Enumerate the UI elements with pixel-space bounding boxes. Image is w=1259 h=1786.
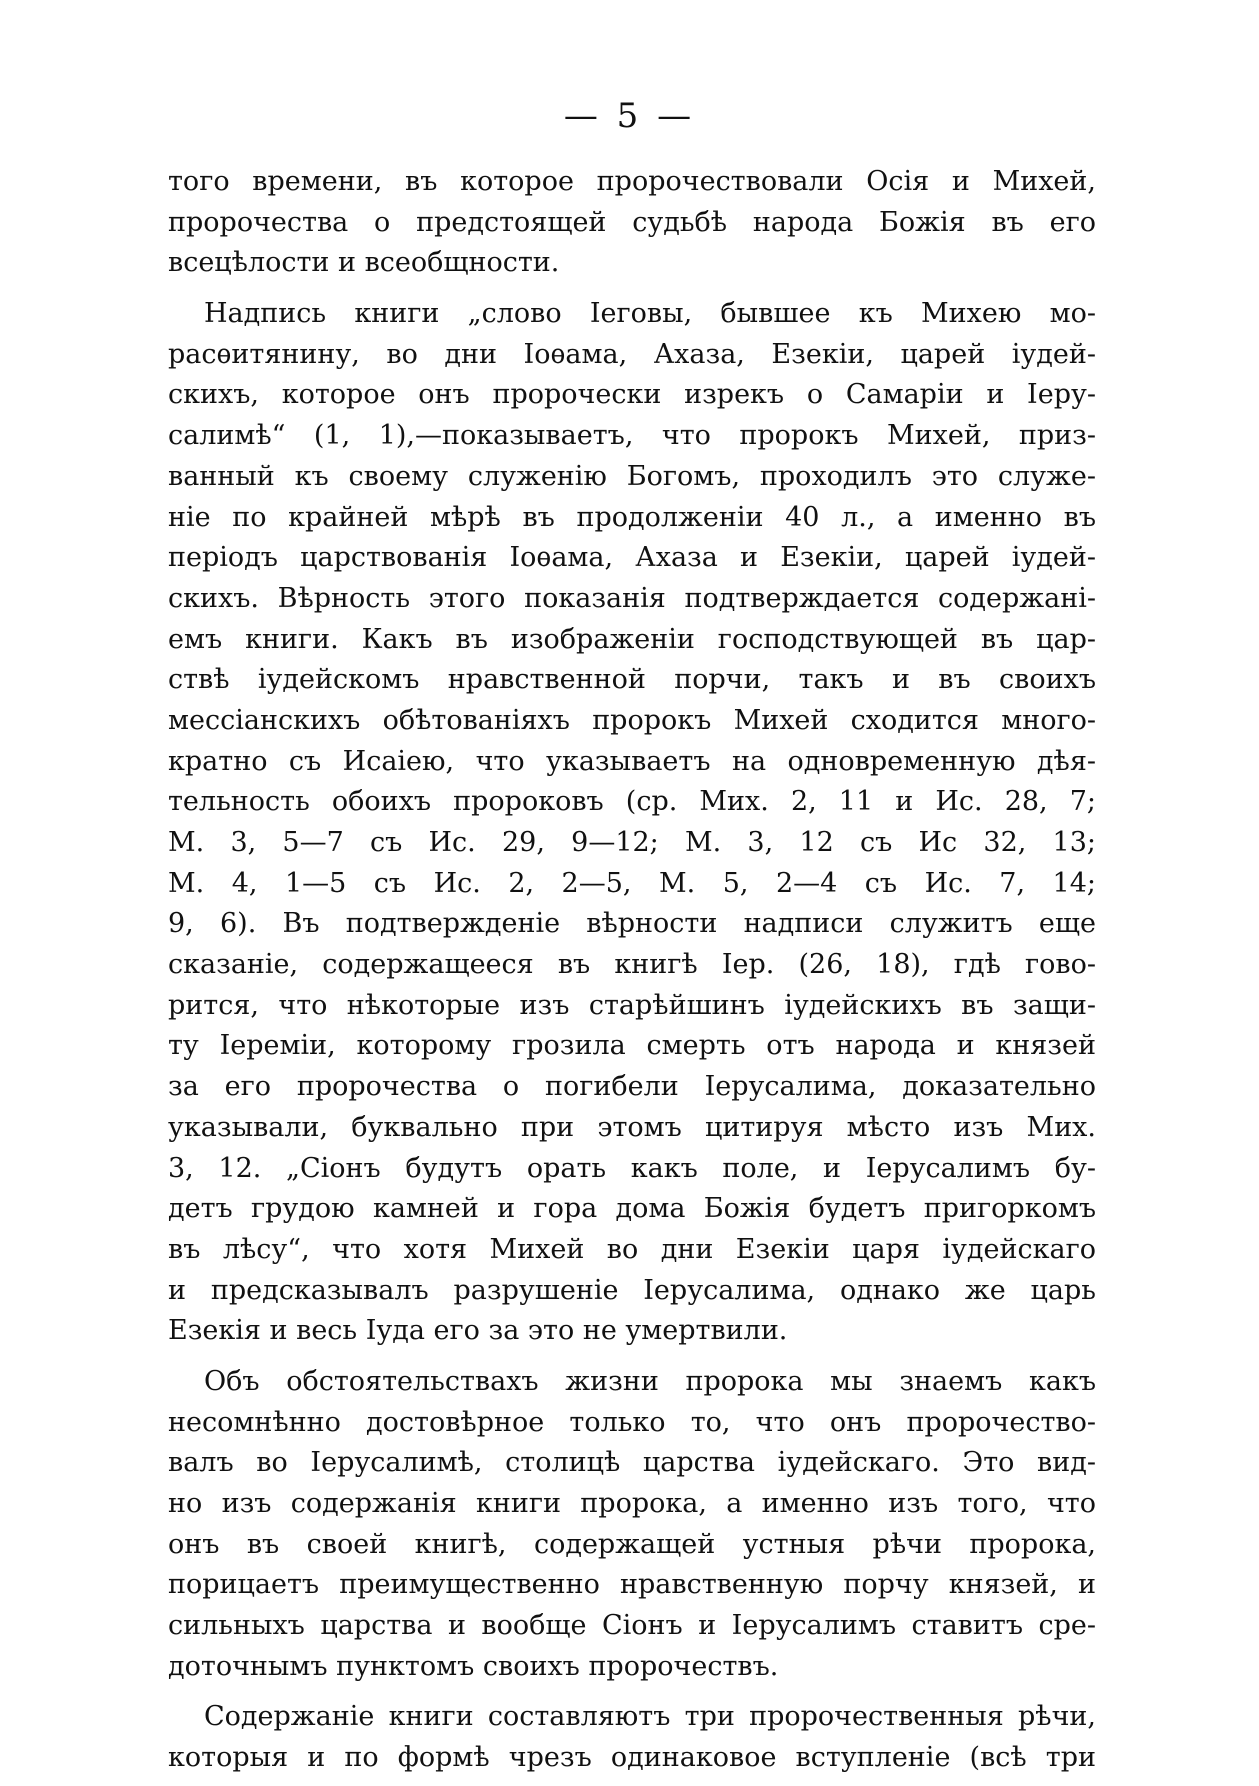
text-line: М. 3, 5—7 съ Ис. 29, 9—12; М. 3, 12 съ Ис 32, 13; [168, 827, 1096, 858]
text-line: Езекія и весь Іуда его за это не умертвили. [168, 1315, 788, 1347]
text-line: валъ во Іерусалимѣ, столицѣ царства іудейскаго. Это вид- [168, 1447, 1096, 1479]
text-line: указывали, буквально при этомъ цитируя мѣсто изъ Мих. [168, 1111, 1096, 1143]
text-line: детъ грудою камней и гора дома Божія будетъ пригоркомъ [168, 1193, 1096, 1225]
text-line: сильныхъ царства и вообще Сіонъ и Іерусалимъ ставитъ сре- [168, 1610, 1096, 1642]
text-line: кратно съ Исаіею, что указываетъ на одновременную дѣя- [168, 745, 1096, 777]
text-line: порицаетъ преимущественно нравственную порчу князей, и [168, 1569, 1096, 1601]
text-line: емъ книги. Какъ въ изображеніи господствующей въ цар- [168, 623, 1096, 655]
text-line: несомнѣнно достовѣрное только то, что онъ пророчество- [168, 1406, 1096, 1438]
body-text [168, 162, 1096, 1779]
text-line: того времени, въ которое пророчествовали Осія и Михей, [168, 166, 1096, 197]
text-line: періодъ царствованія Іоѳама, Ахаза и Езекіи, царей іудей- [168, 542, 1096, 574]
text-line: въ лѣсу“, что хотя Михей во дни Езекіи царя іудейскаго [168, 1233, 1096, 1265]
text-line: мессіанскихъ обѣтованіяхъ пророкъ Михей сходится много- [168, 704, 1096, 736]
text-line: салимѣ“ (1, 1),—показываетъ, что пророкъ Михей, приз- [168, 420, 1096, 452]
text-line: сказаніе, содержащееся въ книгѣ Іер. (26, 18), гдѣ гово- [168, 949, 1096, 981]
text-line: ствѣ іудейскомъ нравственной порчи, такъ и въ своихъ [168, 664, 1096, 696]
text-line: пророчества о предстоящей судьбѣ народа Божія въ его [168, 206, 1096, 238]
text-line: но изъ содержанія книги пророка, а именно изъ того, что [168, 1488, 1096, 1519]
text-line: ванный къ своему служенію Богомъ, проходилъ это служе- [168, 460, 1096, 492]
text-line: 3, 12. „Сіонъ будутъ орать какъ поле, и Іерусалимъ бу- [168, 1152, 1096, 1184]
text-line: доточнымъ пунктомъ своихъ пророчествъ. [168, 1650, 779, 1682]
text-line: 9, 6). Въ подтвержденіе вѣрности надписи служитъ еще [168, 908, 1096, 940]
text-line: Надпись книги „слово Іеговы, бывшее къ Михею мо- [204, 298, 1096, 330]
text-line: онъ въ своей книгѣ, содержащей устныя рѣчи пророка, [168, 1528, 1096, 1560]
text-line: ту Іереміи, которому грозила смерть отъ народа и князей [168, 1030, 1096, 1062]
text-line: Содержаніе книги составляютъ три пророчественныя рѣчи, [204, 1701, 1096, 1733]
text-line: расѳитянину, во дни Іоѳама, Ахаза, Езекіи, царей іудей- [168, 338, 1096, 370]
page-number: — 5 — [563, 96, 696, 136]
text-line: тельность обоихъ пророковъ (ср. Мих. 2, 11 и Ис. 28, 7; [168, 786, 1096, 818]
text-line: за его пророчества о погибели Іерусалима, доказательно [168, 1071, 1096, 1103]
text-line: скихъ. Вѣрность этого показанія подтверждается содержані- [168, 582, 1096, 614]
text-line: всецѣлости и всеобщности. [168, 247, 560, 279]
text-line: Объ обстоятельствахъ жизни пророка мы знаемъ какъ [204, 1365, 1096, 1397]
text-line: рится, что нѣкоторые изъ старѣйшинъ іудейскихъ въ защи- [168, 989, 1096, 1021]
text-line: М. 4, 1—5 съ Ис. 2, 2—5, М. 5, 2—4 съ Ис. 7, 14; [168, 867, 1096, 899]
text-line: и предсказывалъ разрушеніе Іерусалима, однако же царь [168, 1274, 1096, 1306]
text-line: которыя и по формѣ чрезъ одинаковое вступленіе (всѣ три [168, 1742, 1096, 1774]
text-line: ніе по крайней мѣрѣ въ продолженіи 40 л., а именно въ [168, 501, 1096, 533]
text-line: скихъ, которое онъ пророчески изрекъ о Самаріи и Іеру- [168, 379, 1096, 411]
